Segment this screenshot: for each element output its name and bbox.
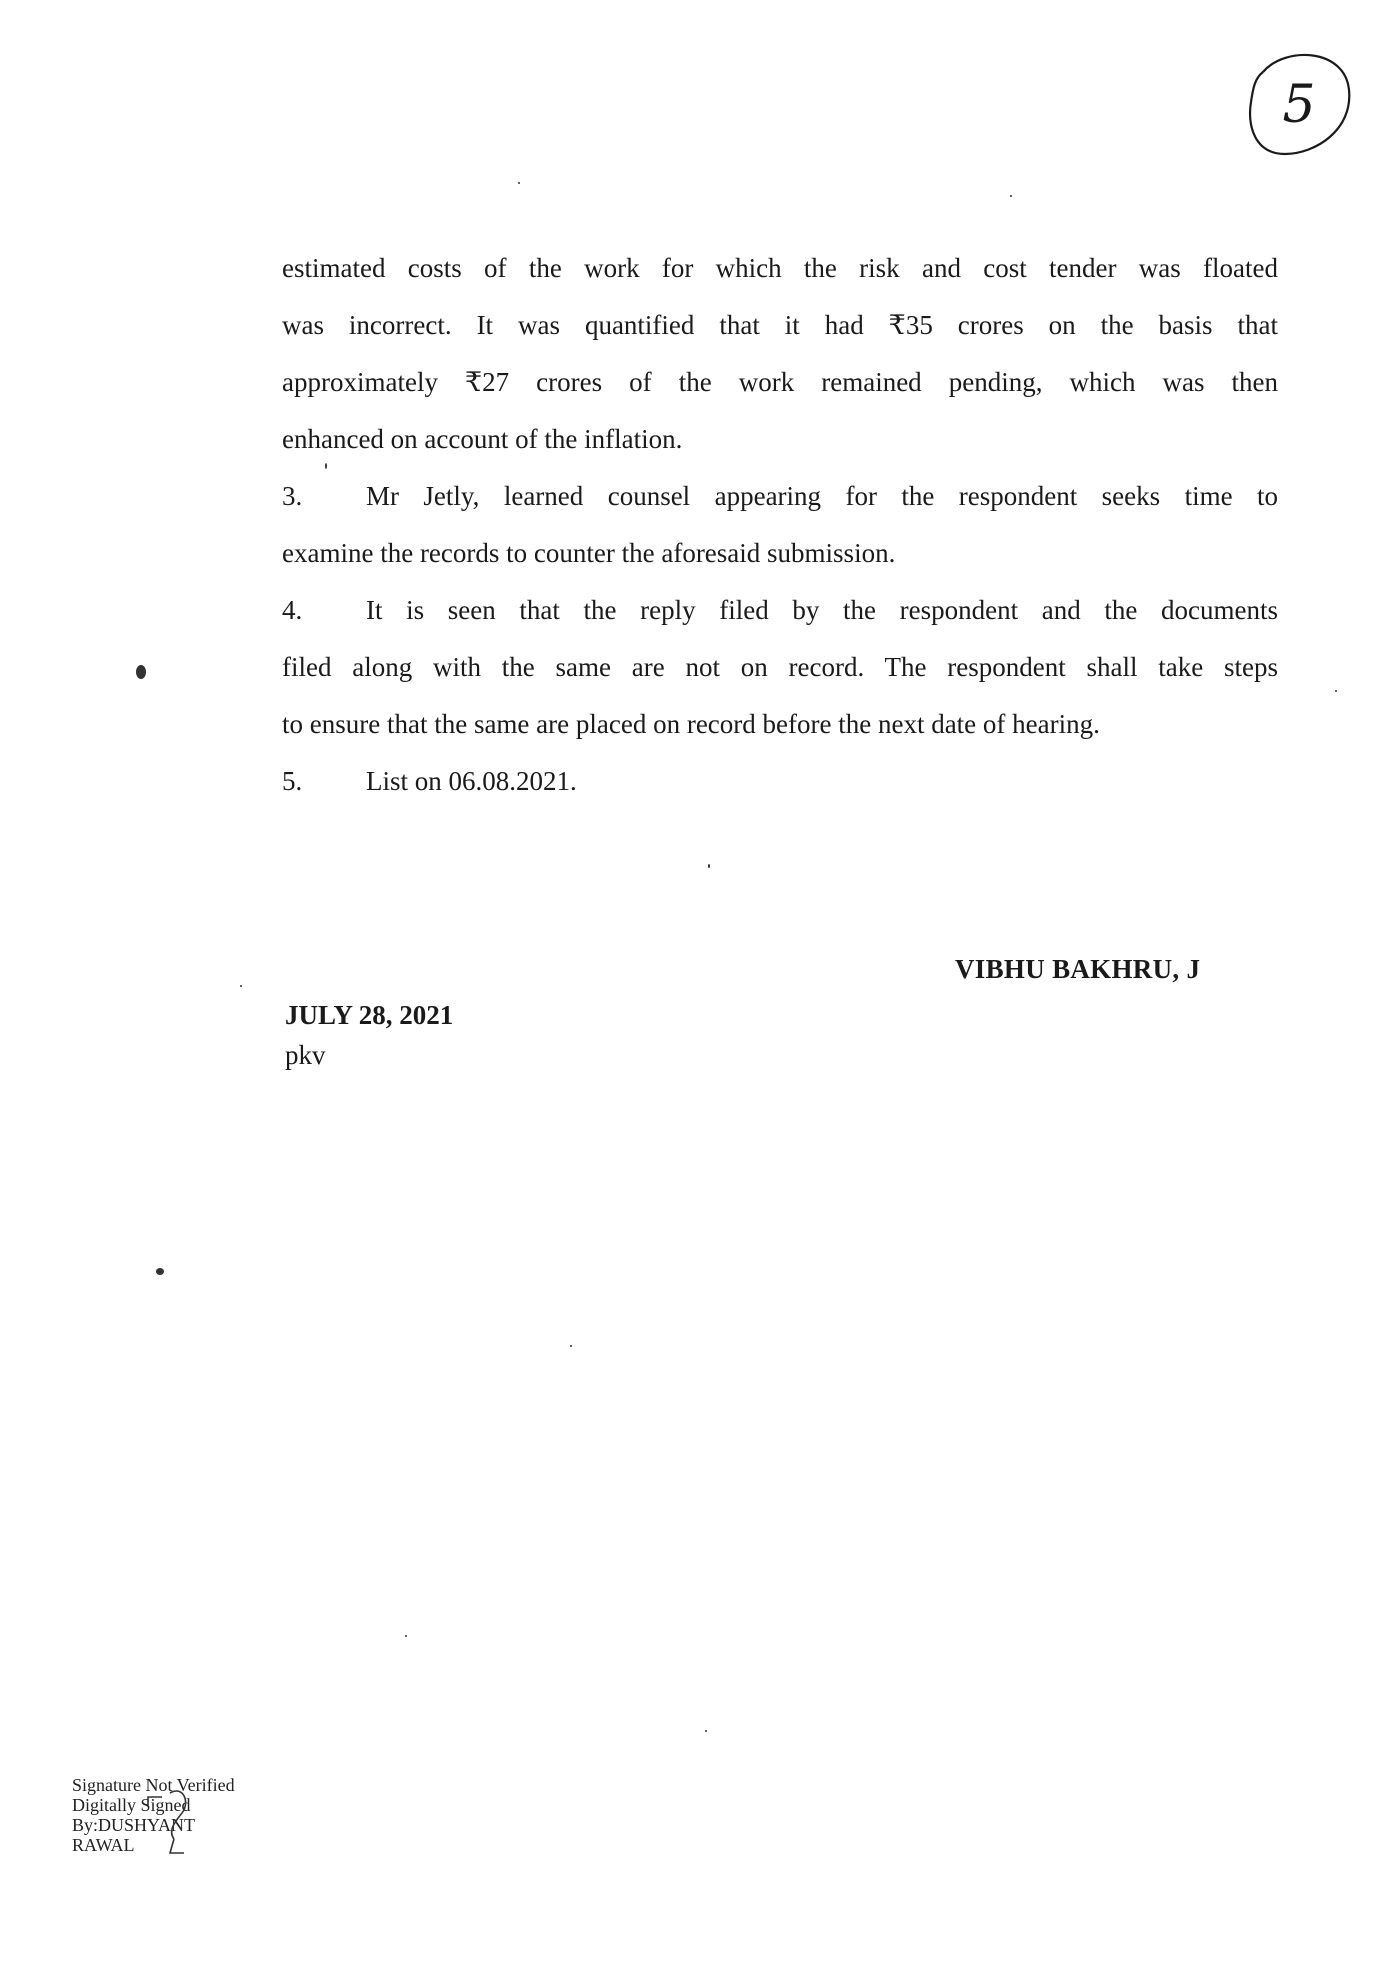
page-number-text: 5 [1282,75,1316,135]
para-cont-line-1: estimated costs of the work for which the risk and cost tender was floated [282,253,1278,283]
staff-initials: pkv [285,1040,326,1070]
signature-check-icon [144,1783,244,1863]
judge-name: VIBHU BAKHRU, J [955,954,1201,984]
order-body [282,240,1278,810]
scan-speck [708,864,710,868]
scan-speck [325,463,327,469]
para-4-number: 4. [282,595,303,625]
scan-speck [705,1730,707,1732]
para-3-line-1 [282,468,1278,525]
order-date: JULY 28, 2021 [285,1000,454,1030]
signature-line-4: RAWAL [72,1835,135,1855]
para-5-number: 5. [282,766,303,796]
para-5-text: List on 06.08.2021. [366,766,577,796]
digital-signature-stamp [72,1775,292,1855]
scan-speck [570,1345,572,1347]
para-cont-line-3: approximately ₹27 crores of the work remained pending, which was then [282,367,1278,397]
para-cont-line-2: was incorrect. It was quantified that it had ₹35 crores on the basis that [282,310,1278,340]
scan-speck [136,665,146,679]
para-3-number: 3. [282,481,303,511]
para-4-line-1 [282,582,1278,639]
signature-line-1: Signature Not Verified [72,1775,235,1795]
para-4-text-1: It is seen that the reply filed by the respondent and the documents [366,595,1278,625]
signature-line-3: By:DUSHYANT [72,1815,196,1835]
scan-speck [405,1635,407,1637]
signature-line-2: Digitally Signed [72,1795,191,1815]
para-3-text-1: Mr Jetly, learned counsel appearing for the respondent seeks time to [366,481,1278,511]
para-4-line-2: filed along with the same are not on record. The respondent shall take steps [282,652,1278,682]
para-4-line-3: to ensure that the same are placed on record before the next date of hearing. [282,709,1100,739]
scan-speck [1010,195,1012,197]
page-number-mark [1245,50,1353,160]
scan-speck [1335,690,1337,692]
para-cont-line-4: enhanced on account of the inflation. [282,424,683,454]
scan-speck [240,985,242,987]
para-3-line-2: examine the records to counter the aforesaid submission. [282,538,896,568]
scan-speck [156,1268,164,1275]
scan-speck [518,182,520,184]
para-5-line [282,753,1278,810]
